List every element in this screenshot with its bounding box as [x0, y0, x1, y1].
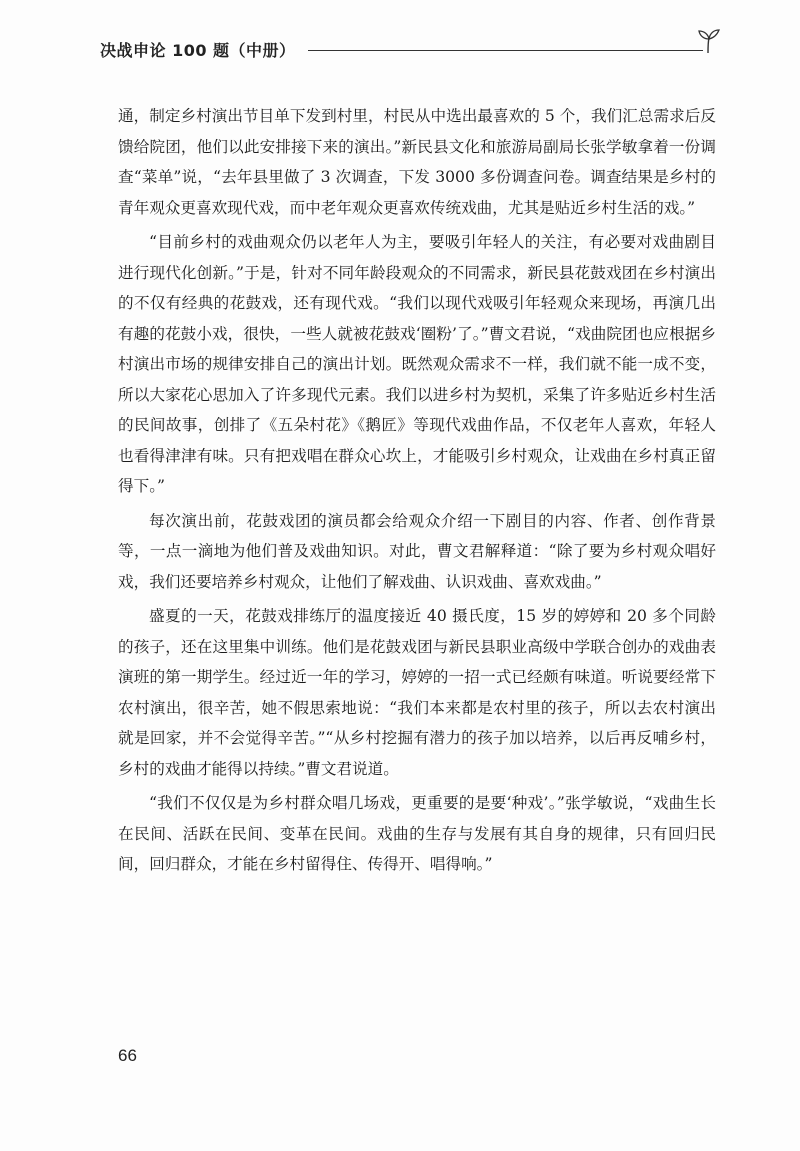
sprout-icon — [696, 28, 722, 54]
page-number: 66 — [118, 1046, 137, 1065]
paragraph-continued: 通，制定乡村演出节目单下发到村里，村民从中选出最喜欢的 5 个，我们汇总需求后反馈给院团，他们以此安排接下来的演出。”新民县文化和旅游局副局长张学敏拿着一份调查“菜单”说，“去年县里做了 3 次调查，下发 3000 多份调查问卷。调查结果是乡村的青年观众更喜欢现代戏，而中老年观众更喜欢传统戏曲，尤其是贴近乡村生活的戏。” — [118, 107, 716, 217]
paragraph: “我们不仅仅是为乡村群众唱几场戏，更重要的是要‘种戏’。”张学敏说，“戏曲生长在民间、活跃在民间、变革在民间。戏曲的生存与发展有其自身的规律，只有回归民间，回归群众，才能在乡村留得住、传得开、唱得响。” — [118, 794, 716, 873]
paragraph: 每次演出前，花鼓戏团的演员都会给观众介绍一下剧目的内容、作者、创作背景等，一点一滴地为他们普及戏曲知识。对此，曹文君解释道：“除了要为乡村观众唱好戏，我们还要培养乡村观众，让他们了解戏曲、认识戏曲、喜欢戏曲。” — [118, 511, 716, 591]
paragraph: “目前乡村的戏曲观众仍以老年人为主，要吸引年轻人的关注，有必要对戏曲剧目进行现代化创新。”于是，针对不同年龄段观众的不同需求，新民县花鼓戏团在乡村演出的不仅有经典的花鼓戏，还有现代戏。“我们以现代戏吸引年轻观众来现场，再演几出有趣的花鼓小戏，很快，一些人就被花鼓戏‘圈粉’了。”曹文君说，“戏曲院团也应根据乡村演出市场的规律安排自己的演出计划。既然观众需求不一样，我们就不能一成不变，所以大家花心思加入了许多现代元素。我们以进乡村为契机，采集了许多贴近乡村生活的民间故事，创排了《五朵村花》《鹅匠》等现代戏曲作品，不仅老年人喜欢，年轻人也看得津津有味。只有把戏唱在群众心坎上，才能吸引乡村观众，让戏曲在乡村真正留得下。” — [118, 233, 716, 495]
header-rule — [308, 50, 703, 51]
running-header — [100, 28, 720, 62]
paragraph: 盛夏的一天，花鼓戏排练厅的温度接近 40 摄氏度，15 岁的婷婷和 20 多个同龄的孩子，还在这里集中训练。他们是花鼓戏团与新民县职业高级中学联合创办的戏曲表演班的第一期学生。经过近一年的学习，婷婷的一招一式已经颇有味道。听说要经常下农村演出，很辛苦，她不假思索地说：“我们本来都是农村里的孩子，所以去农村演出就是回家，并不会觉得辛苦。”“从乡村挖掘有潜力的孩子加以培养，以后再反哺乡村，乡村的戏曲才能得以持续。”曹文君说道。 — [118, 607, 716, 778]
body-text — [118, 101, 716, 884]
book-title: 决战申论 100 题（中册） — [100, 41, 296, 60]
